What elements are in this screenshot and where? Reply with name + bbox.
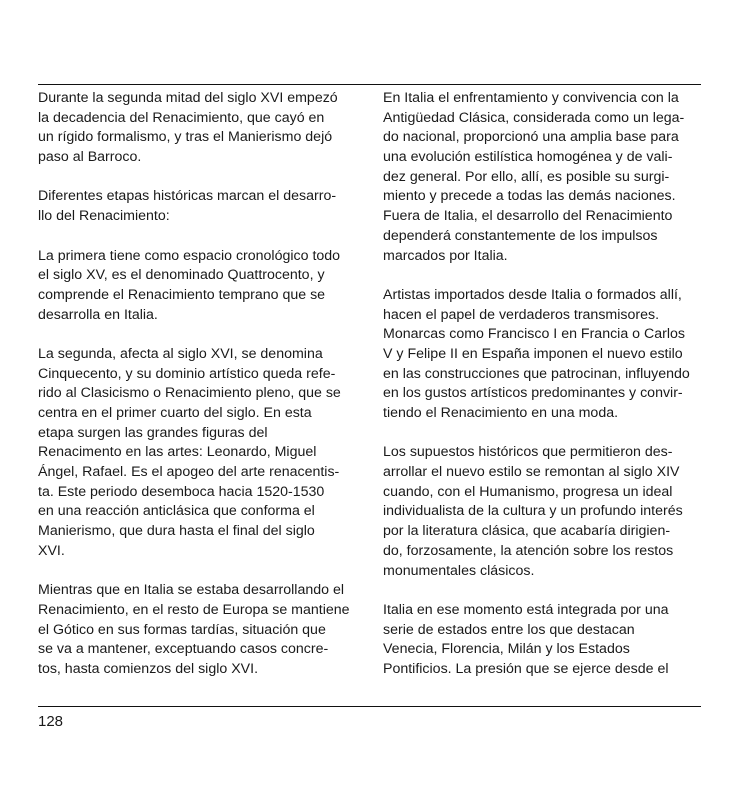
text-line: Renacimento en las artes: Leonardo, Miguel	[38, 444, 317, 461]
text-line: desarrolla en Italia.	[38, 306, 158, 323]
text-line: Diferentes etapas históricas marcan el desarro-	[38, 188, 337, 205]
text-line: Mientras que en Italia se estaba desarrollando el	[38, 582, 345, 599]
text-line: centra en el primer cuarto del siglo. En esta	[38, 405, 312, 421]
text-line: Durante la segunda mitad del siglo XVI empezó	[38, 90, 338, 106]
text-line: dez general. Por ello, allí, es posible su surgi-	[383, 168, 670, 185]
paragraph	[38, 187, 356, 226]
paragraph-gap	[38, 562, 356, 582]
text-line: en las construcciones que patrocinan, influyendo	[383, 365, 690, 382]
text-line: V y Felipe II en España imponen el nuevo estilo	[383, 345, 683, 362]
paragraph-gap	[383, 424, 701, 444]
paragraph	[38, 345, 356, 562]
text-line: en los gustos artísticos predominantes y convir-	[383, 385, 683, 402]
text-line: hacen el papel de verdaderos transmisores.	[383, 306, 660, 323]
text-line: un rígido formalismo, y tras el Manierismo dejó	[38, 129, 333, 146]
text-line: En Italia el enfrentamiento y convivencia con la	[383, 90, 679, 106]
page-number: 128	[38, 713, 64, 730]
text-line: se va a mantener, exceptuando casos concre-	[38, 641, 329, 658]
paragraph-gap	[383, 581, 701, 601]
text-line: Artistas importados desde Italia o formados allí,	[383, 286, 682, 303]
text-line: Ángel, Rafael. Es el apogeo del arte renacentis-	[38, 464, 340, 481]
left-column	[38, 89, 356, 680]
text-line: La segunda, afecta al siglo XVI, se denomina	[38, 345, 323, 362]
text-line: monumentales clásicos.	[383, 562, 535, 579]
text-line: en una reacción anticlásica que conforma el	[38, 503, 315, 520]
text-line: do nacional, proporcionó una amplia base para	[383, 129, 679, 146]
text-line: la decadencia del Renacimiento, que cayó en	[38, 109, 325, 126]
text-line: comprende el Renacimiento temprano que se	[38, 286, 326, 303]
text-line: Manierismo, que dura hasta el final del siglo	[38, 523, 315, 540]
text-line: serie de estados entre los que destacan	[383, 621, 635, 638]
paragraph	[383, 286, 701, 424]
text-line: tos, hasta comienzos del siglo XVI.	[38, 660, 259, 677]
top-rule	[38, 84, 701, 85]
text-line: Los supuestos históricos que permitieron des-	[383, 444, 673, 461]
text-line: La primera tiene como espacio cronológico todo	[38, 247, 341, 264]
text-line: etapa surgen las grandes figuras del	[38, 424, 268, 441]
paragraph-gap	[38, 227, 356, 247]
text-line: Renacimiento, en el resto de Europa se mantiene	[38, 601, 350, 618]
text-line: individualista de la cultura y un profundo interés	[383, 503, 683, 520]
paragraph	[383, 601, 701, 680]
text-line: paso al Barroco.	[38, 149, 142, 166]
right-column	[383, 89, 701, 680]
text-line: rido al Clasicismo o Renacimiento pleno, que se	[38, 385, 341, 402]
text-line: do, forzosamente, la atención sobre los restos	[383, 542, 674, 559]
text-line: Venecia, Florencia, Milán y los Estados	[383, 641, 630, 658]
text-line: Antigüedad Clásica, considerada como un lega-	[383, 109, 685, 126]
paragraph-gap	[383, 266, 701, 286]
text-line: Pontificios. La presión que se ejerce desde el	[383, 660, 669, 677]
text-line: el siglo XV, es el denominado Quattrocento, y	[38, 267, 325, 284]
text-line: Monarcas como Francisco I en Francia o Carlos	[383, 326, 685, 343]
paragraph-gap	[38, 325, 356, 345]
text-line: llo del Renacimiento:	[38, 208, 170, 225]
paragraph	[383, 443, 701, 581]
text-line: ta. Este periodo desemboca hacia 1520-1530	[38, 483, 325, 500]
paragraph	[38, 247, 356, 326]
paragraph-gap	[38, 168, 356, 188]
text-line: el Gótico en sus formas tardías, situación que	[38, 621, 326, 638]
text-line: miento y precede a todas las demás naciones.	[383, 188, 676, 205]
text-line: Fuera de Italia, el desarrollo del Renacimiento	[383, 208, 673, 225]
text-line: una evolución estilística homogénea y de vali-	[383, 149, 673, 166]
text-line: cuando, con el Humanismo, progresa un ideal	[383, 483, 673, 500]
text-line: dependerá constantemente de los impulsos	[383, 227, 658, 244]
text-line: Cinquecento, y su dominio artístico queda refe-	[38, 365, 336, 382]
paragraph	[38, 89, 356, 168]
paragraph	[383, 89, 701, 266]
bottom-rule	[38, 706, 701, 707]
text-line: arrollar el nuevo estilo se remontan al siglo XIV	[383, 464, 680, 481]
text-line: por la literatura clásica, que acabaría dirigien-	[383, 523, 671, 540]
text-line: marcados por Italia.	[383, 247, 508, 264]
paragraph	[38, 581, 356, 679]
text-line: Italia en ese momento está integrada por una	[383, 601, 669, 618]
text-line: tiendo el Renacimiento en una moda.	[383, 405, 619, 421]
text-line: XVI.	[38, 542, 65, 559]
